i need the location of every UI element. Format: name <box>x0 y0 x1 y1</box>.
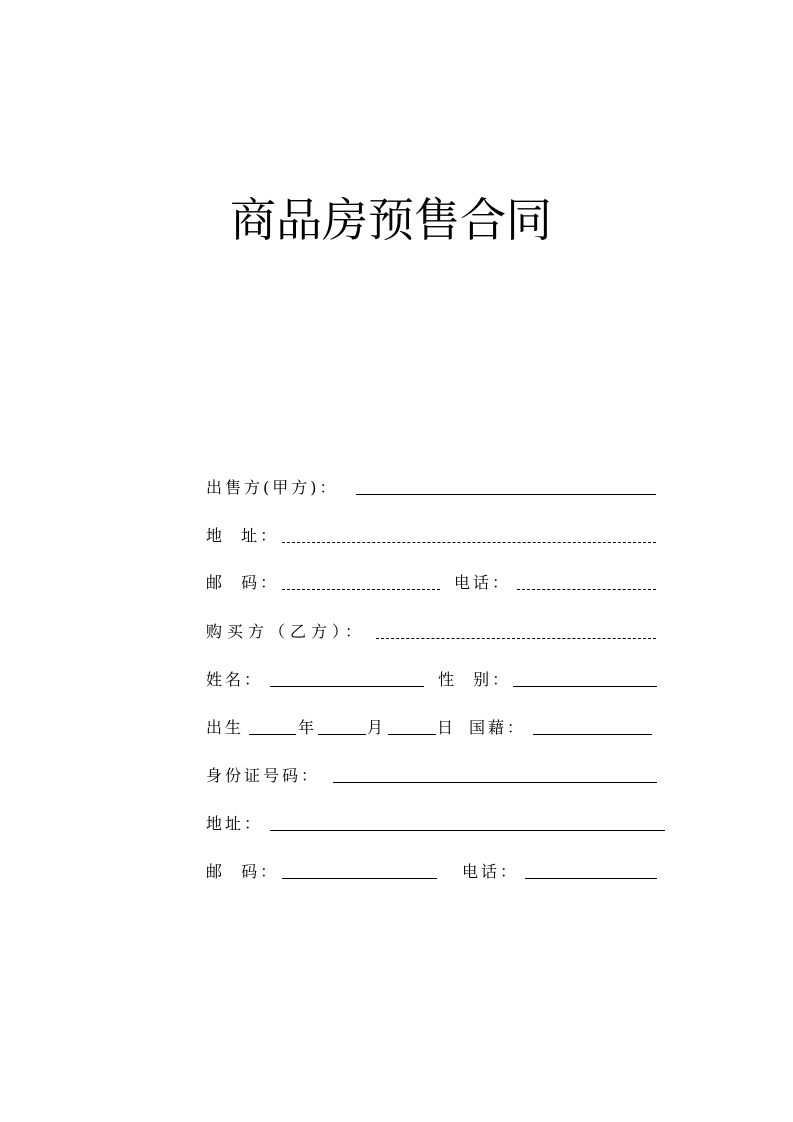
seller-postcode-label: 邮 码： <box>206 573 280 592</box>
buyer-party-label: 购买方（乙方）： <box>206 622 367 641</box>
buyer-party-field[interactable] <box>376 638 656 639</box>
buyer-postcode-field[interactable] <box>282 878 437 879</box>
seller-phone-label: 电话： <box>454 573 512 592</box>
buyer-birth-day-field[interactable] <box>388 734 436 735</box>
document-title: 商品房预售合同 <box>230 193 552 247</box>
buyer-id-label: 身份证号码： <box>206 766 321 785</box>
buyer-address-field[interactable] <box>270 830 665 831</box>
buyer-birth-month-field[interactable] <box>318 734 366 735</box>
buyer-nationality-label: 国藉： <box>469 718 527 737</box>
buyer-birth-year-field[interactable] <box>249 734 296 735</box>
buyer-address-label: 地址： <box>206 814 264 833</box>
seller-phone-field[interactable] <box>517 589 656 590</box>
buyer-birth-label: 出生 <box>206 718 245 737</box>
buyer-postcode-label: 邮 码： <box>206 862 280 881</box>
seller-address-label: 地 址： <box>206 526 280 545</box>
buyer-id-field[interactable] <box>333 782 657 783</box>
seller-address-field[interactable] <box>282 542 656 543</box>
buyer-phone-field[interactable] <box>525 878 657 879</box>
seller-party-field[interactable] <box>356 494 656 495</box>
buyer-year-label: 年 <box>298 718 318 737</box>
buyer-name-label: 姓名： <box>206 670 264 689</box>
seller-postcode-field[interactable] <box>282 589 440 590</box>
buyer-gender-field[interactable] <box>513 686 657 687</box>
buyer-name-field[interactable] <box>270 686 424 687</box>
buyer-gender-label: 性 别： <box>438 670 512 689</box>
buyer-month-label: 月 <box>367 718 387 737</box>
buyer-day-label: 日 <box>437 718 457 737</box>
buyer-nationality-field[interactable] <box>533 734 652 735</box>
seller-party-label: 出售方(甲方)： <box>206 478 339 497</box>
buyer-phone-label: 电话： <box>462 862 520 881</box>
